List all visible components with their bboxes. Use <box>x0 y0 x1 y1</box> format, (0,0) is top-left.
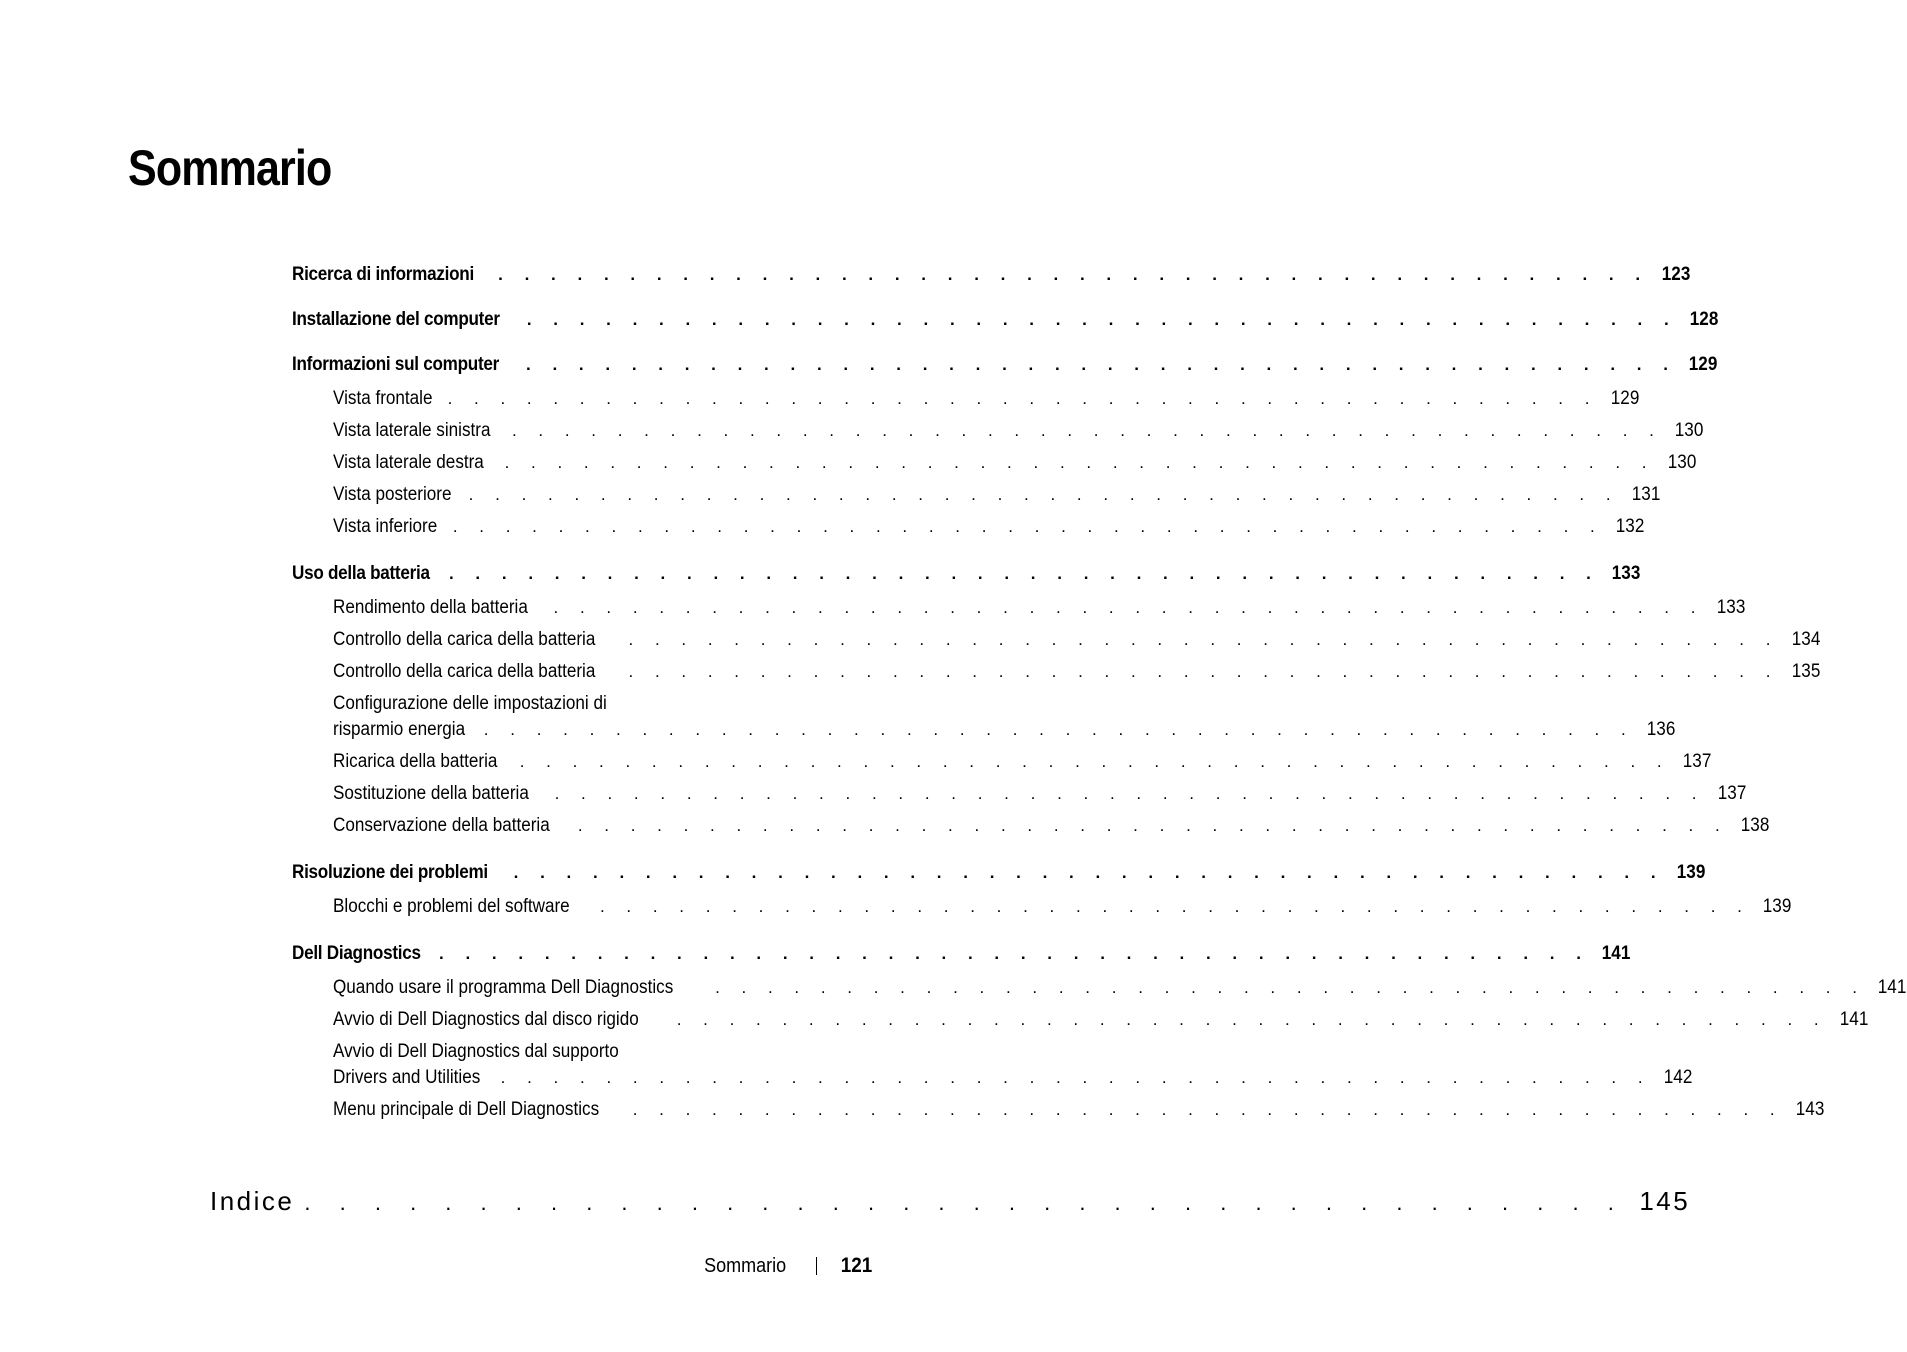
toc-section-entry[interactable] <box>292 941 1631 971</box>
toc-entry-label: risparmio energia <box>333 719 466 740</box>
section-spacer <box>292 926 784 941</box>
toc-entry-label: Dell Diagnostics <box>292 943 421 964</box>
toc-subentry[interactable] <box>292 781 1747 813</box>
toc-entry-page: 139 <box>1763 896 1792 917</box>
dot-leader: . . . . . . . . . . . . . . . . . . . . . . . . . . . . . . . . . . . . . . . . . . . . <box>577 816 1729 835</box>
toc-entry-page: 137 <box>1682 751 1712 772</box>
dot-leader: . . . . . . . . . . . . . . . . . . . . . . . . . . . . . . . . . . . . . . . . . . . . <box>553 598 1704 617</box>
toc-entry-label: Vista inferiore <box>333 516 438 537</box>
toc-subentry[interactable] <box>292 1039 1693 1097</box>
toc-entry-page: 135 <box>1791 661 1821 682</box>
footer-section-name: Sommario <box>703 1254 786 1277</box>
toc-subentry[interactable] <box>292 691 1676 749</box>
dot-leader: . . . . . . . . . . . . . . . . . . . . . . . . . . . . . . . . . . . . . . . . . . . . <box>498 265 1649 284</box>
toc-subentry[interactable] <box>292 894 1792 926</box>
toc-section-entry[interactable] <box>292 860 1706 890</box>
toc-entry-label: Drivers and Utilities <box>333 1067 481 1088</box>
toc-entry-label: Sostituzione della batteria <box>333 783 529 804</box>
toc-entry-page: 138 <box>1741 815 1770 836</box>
toc-section-entry[interactable] <box>292 561 1641 591</box>
toc-entry-label: Controllo della carica della batteria <box>333 661 596 682</box>
toc-section-entry[interactable] <box>292 307 1719 337</box>
dot-leader: . . . . . . . . . . . . . . . . . . . . . . . . . . . . . . . . . . . . . . . . . . . . <box>526 310 1678 329</box>
toc-entry-page: 136 <box>1647 719 1676 740</box>
dot-leader: . . . . . . . . . . . . . . . . . . . . . . . . . . . . . . . . . . . . . . . . . . . . <box>452 517 1604 536</box>
toc-entry-page: 123 <box>1661 264 1690 285</box>
toc-entry-label: Avvio di Dell Diagnostics dal disco rigido <box>333 1009 639 1030</box>
dot-leader: . . . . . . . . . . . . . . . . . . . . . . . . . . . . . . . . . . . . . . . . . . . . <box>628 630 1779 649</box>
toc-entry-label: Menu principale di Dell Diagnostics <box>333 1099 600 1120</box>
toc-entry-label: Vista posteriore <box>333 484 452 505</box>
toc-subentry[interactable] <box>292 386 1640 418</box>
toc-entry-label: Vista laterale destra <box>333 452 484 473</box>
toc-entry-label: Controllo della carica della batteria <box>333 629 596 650</box>
toc-entry-label: Installazione del computer <box>292 309 500 330</box>
table-of-contents <box>292 262 1907 1129</box>
toc-entry-label: Indice <box>210 1186 295 1216</box>
toc-entry-label: Informazioni sul computer <box>292 354 500 375</box>
toc-subentry[interactable] <box>292 1097 1825 1129</box>
section-spacer <box>292 337 784 352</box>
dot-leader: . . . . . . . . . . . . . . . . . . . . . . . . . . . . . . . . . . . . . . . . . . . . <box>468 485 1620 504</box>
toc-entry-label: Ricarica della batteria <box>333 751 498 772</box>
toc-entry-page: 132 <box>1616 516 1645 537</box>
dot-leader: . . . . . . . . . . . . . . . . . . . . . . . . . . . . . . . . . . . . . . . . . . . . <box>483 720 1635 739</box>
toc-entry-label: Quando usare il programma Dell Diagnostics <box>333 977 674 998</box>
toc-entry-page: 130 <box>1675 420 1704 441</box>
toc-entry-label: Rendimento della batteria <box>333 597 528 618</box>
dot-leader: . . . . . . . . . . . . . . . . . . . . . . . . . . . . . . . . . . . . . . . . . . . . <box>513 863 1665 882</box>
dot-leader: . . . . . . . . . . . . . . . . . . . . . . . . . . . . . . . . . . . . . . . . . . . . <box>504 453 1655 472</box>
dot-leader: . . . . . . . . . . . . . . . . . . . . . . . . . . . . . . . . . . . . . . . . . . . . <box>554 784 1706 803</box>
toc-entry-page: 141 <box>1602 943 1631 964</box>
toc-entry-label: Vista frontale <box>333 388 433 409</box>
toc-section-entry[interactable] <box>292 352 1718 382</box>
toc-subentry[interactable] <box>292 659 1821 691</box>
toc-subentry[interactable] <box>292 514 1645 546</box>
dot-leader: . . . . . . . . . . . . . . . . . . . . . . . . . . . . . . . . . . . . . . . . . . . . <box>526 355 1677 374</box>
toc-entry-row <box>333 717 1676 749</box>
dot-leader: . . . . . . . . . . . . . . . . . . . . . . . . . . . . . . . . . . . . . . . . . . . . <box>599 897 1751 916</box>
dot-leader: . . . . . . . . . . . . . . . . . . . . . . . . . . . . . . . . . . . . . . . . . . . . <box>715 978 1866 997</box>
section-spacer <box>292 292 784 307</box>
dot-leader: . . . . . . . . . . . . . . . . . . . . . . . . . . . . . . . . . . . . . . . . . . . . <box>628 662 1779 681</box>
toc-entry-label: Blocchi e problemi del software <box>333 896 570 917</box>
dot-leader: . . . . . . . . . . . . . . . . . . . . . . . . . . . . . . . . . . . . . . . . . . . . <box>519 752 1671 771</box>
toc-subentry[interactable] <box>292 749 1712 781</box>
toc-entry-page: 129 <box>1689 354 1718 375</box>
toc-entry-page: 130 <box>1667 452 1697 473</box>
toc-entry-page: 133 <box>1612 563 1641 584</box>
dot-leader: . . . . . . . . . . . . . . . . . . . . . . . . . . . . . . . . . . . . . . . . . . . . <box>632 1100 1784 1119</box>
toc-subentry[interactable] <box>292 418 1704 450</box>
toc-entry-page: 137 <box>1717 783 1747 804</box>
toc-entry-label: Risoluzione dei problemi <box>292 862 488 883</box>
toc-entry-page: 139 <box>1676 862 1706 883</box>
toc-subentry[interactable] <box>292 450 1697 482</box>
toc-entry-page: 129 <box>1610 388 1640 409</box>
toc-entry-label-line: Configurazione delle impostazioni di <box>333 693 607 714</box>
section-spacer <box>292 546 784 561</box>
toc-entry-page: 143 <box>1795 1099 1825 1120</box>
dot-leader: . . . . . . . . . . . . . . . . . . . . . . . . . . . . . . . . . . . . . . . . . . . . <box>448 564 1600 583</box>
toc-subentry[interactable] <box>292 627 1821 659</box>
dot-leader: . . . . . . . . . . . . . . . . . . . . . . . . . . . . . . . . . . . . . . . . . . . . <box>500 1068 1652 1087</box>
toc-entry-page: 131 <box>1631 484 1661 505</box>
footer-page-number: 121 <box>840 1254 873 1277</box>
toc-entry-row <box>333 1065 1693 1097</box>
toc-subentry[interactable] <box>292 813 1770 845</box>
toc-entry-page: 133 <box>1716 597 1746 618</box>
toc-entry-label-line: Avvio di Dell Diagnostics dal supporto <box>333 1041 619 1062</box>
section-spacer <box>292 845 784 860</box>
toc-entry-page: 128 <box>1690 309 1719 330</box>
page-footer <box>695 1254 874 1278</box>
toc-entry-page: 145 <box>1639 1186 1691 1216</box>
toc-entry-index[interactable] <box>210 1186 1691 1217</box>
toc-section-entry[interactable] <box>292 262 1690 292</box>
toc-entry-page: 141 <box>1839 1009 1869 1030</box>
toc-entry-label: Vista laterale sinistra <box>333 420 491 441</box>
toc-entry-label: Conservazione della batteria <box>333 815 550 836</box>
toc-entry-label: Uso della batteria <box>292 563 430 584</box>
dot-leader: . . . . . . . . . . . . . . . . . . . . . . . . . . . . . . . . . . . . . . . . . . . . <box>511 421 1663 440</box>
toc-entry-page: 141 <box>1878 977 1907 998</box>
page-title: Sommario <box>128 140 332 196</box>
toc-subentry[interactable] <box>292 482 1661 514</box>
toc-entry-page: 134 <box>1791 629 1821 650</box>
dot-leader: . . . . . . . . . . . . . . . . . . . . . . . . . . . . . . . . . . . . . . . . . . . . <box>447 389 1598 408</box>
dot-leader: . . . . . . . . . . . . . . . . . . . . . . . . . . . . . . . . . . . . . . . . . . . . <box>676 1010 1828 1029</box>
dot-leader: . . . . . . . . . . . . . . . . . . . . . . . . . . . . . . . . . . . . . . . . . . . . <box>439 944 1590 963</box>
dot-leader: . . . . . . . . . . . . . . . . . . . . . . . . . . . . . . . . . . . . . . <box>304 1190 1626 1215</box>
toc-subentry[interactable] <box>292 1007 1869 1039</box>
footer-divider <box>816 1257 817 1275</box>
toc-entry-label: Ricerca di informazioni <box>292 264 474 285</box>
toc-subentry[interactable] <box>292 595 1746 627</box>
toc-subentry[interactable] <box>292 975 1907 1007</box>
toc-entry-page: 142 <box>1663 1067 1693 1088</box>
